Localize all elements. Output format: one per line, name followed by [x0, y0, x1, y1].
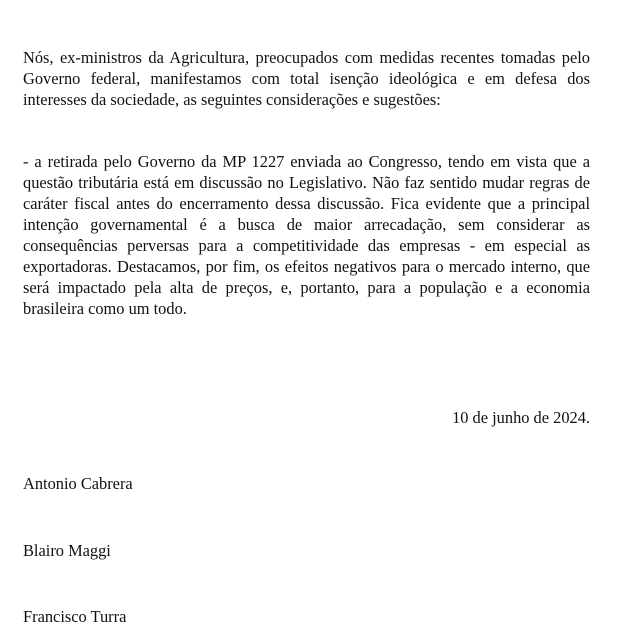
signatory-name: Antonio Cabrera: [23, 474, 133, 493]
letter-date: 10 de junho de 2024.: [452, 408, 590, 427]
intro-paragraph: Nós, ex-ministros da Agricultura, preocupados com medidas recentes tomadas pelo Governo federal, manifestamos com total isenção ideológica e em defesa dos interesses da sociedade, as seguintes considerações e sugestões:: [23, 48, 590, 109]
request-paragraph: - a retirada pelo Governo da MP 1227 enviada ao Congresso, tendo em vista que a questão tributária está em discussão no Legislativo. Não faz sentido mudar regras de caráter fiscal antes do encerramento dessa discussão. Fica evidente que a principal intenção governamental é a busca de maior arrecadação, sem considerar as consequências perversas para a competitividade das empresas - em especial as exportadoras. Destacamos, por fim, os efeitos negativos para o mercado interno, que será impactado pela alta de preços, e, portanto, para a população e a economia brasileira como um todo.: [23, 152, 590, 318]
signatory-name: Blairo Maggi: [23, 541, 111, 560]
signatory-name: Francisco Turra: [23, 607, 127, 626]
